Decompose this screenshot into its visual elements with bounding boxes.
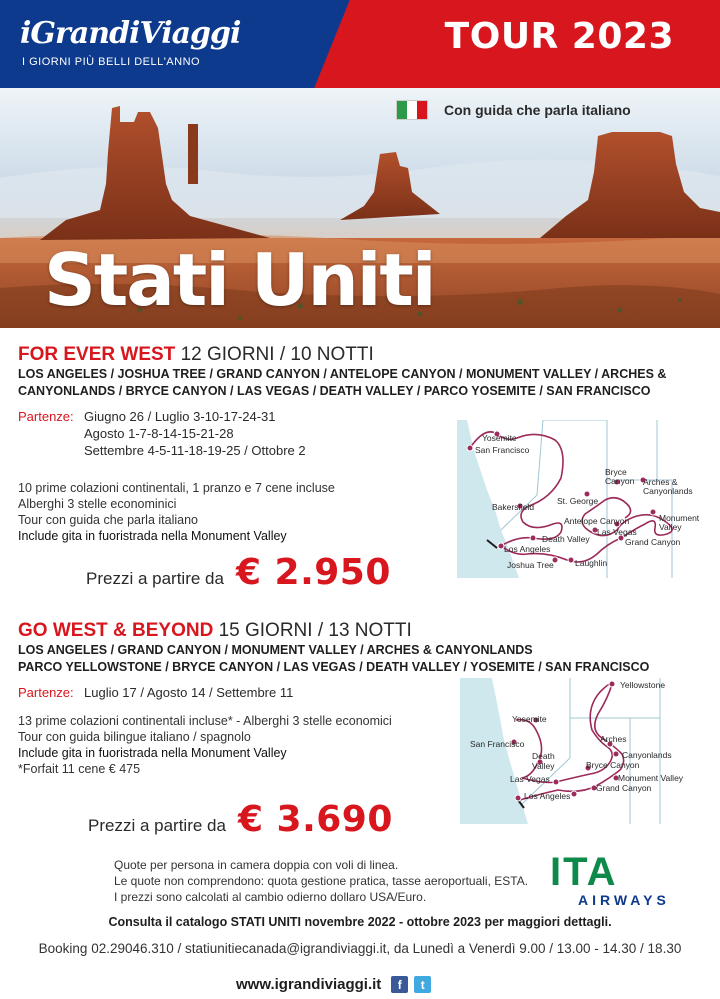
tour-heading bbox=[18, 620, 718, 642]
price-label: Prezzi a partire da bbox=[88, 816, 226, 835]
route-map-tour-1 bbox=[457, 420, 720, 578]
departures-list bbox=[84, 408, 306, 459]
website-link[interactable]: www.igrandiviaggi.it bbox=[236, 976, 382, 993]
destination-title: Stati Uniti bbox=[44, 238, 435, 322]
departure-line: Agosto 1-7-8-14-15-21-28 bbox=[84, 426, 234, 441]
map-label-grand-canyon: Grand Canyon bbox=[596, 783, 652, 793]
departures-label: Partenze: bbox=[18, 409, 74, 424]
tour-route-line-1: LOS ANGELES / GRAND CANYON / MONUMENT VALLEY / ARCHES & CANYONLANDS bbox=[18, 643, 533, 657]
feature-line: Tour con guida che parla italiano bbox=[18, 513, 198, 527]
italian-flag-icon bbox=[396, 100, 428, 120]
feature-line: Include gita in fuoristrada nella Monument Valley bbox=[18, 746, 287, 760]
facebook-icon[interactable]: f bbox=[391, 976, 408, 993]
website-row bbox=[236, 976, 431, 993]
tour-route-line-1: LOS ANGELES / JOSHUA TREE / GRAND CANYON / ANTELOPE CANYON / MONUMENT VALLEY / ARCHES & bbox=[18, 367, 667, 381]
map-label-bakersfield: Bakersfield bbox=[492, 502, 535, 512]
map-label-san-francisco: San Francisco bbox=[475, 445, 530, 455]
tour-name: FOR EVER WEST bbox=[18, 344, 176, 365]
map-label-death-valley: Death Valley bbox=[542, 534, 590, 544]
map-label-laughlin: Laughlin bbox=[575, 558, 608, 568]
map-label-san-francisco: San Francisco bbox=[470, 739, 525, 749]
map-label-grand-canyon: Grand Canyon bbox=[625, 537, 681, 547]
map-label-monument-valley: Monument Valley bbox=[618, 773, 684, 783]
italian-guide-badge bbox=[396, 99, 631, 121]
map-label-st-george: St. George bbox=[557, 496, 599, 506]
ita-logo-mark: ITA bbox=[550, 850, 618, 894]
flag-red bbox=[417, 101, 427, 119]
price-value: € 3.690 bbox=[237, 799, 393, 840]
map-label-arches: Arches & Canyonlands bbox=[643, 477, 693, 496]
tour-route-line-2: PARCO YELLOWSTONE / BRYCE CANYON / LAS VEGAS / DEATH VALLEY / YOSEMITE / SAN FRANCISCO bbox=[18, 660, 650, 674]
map-label-las-vegas: Las Vegas bbox=[597, 527, 637, 537]
feature-line: 10 prime colazioni continentali, 1 pranzo e 7 cene incluse bbox=[18, 481, 335, 495]
map-label-los-angeles: Los Angeles bbox=[504, 544, 551, 554]
ita-logo-text: AIRWAYS bbox=[578, 892, 670, 908]
route-map-svg bbox=[460, 678, 720, 824]
map-label-los-angeles: Los Angeles bbox=[524, 791, 571, 801]
route-map-tour-2 bbox=[460, 678, 720, 824]
feature-line: Tour con guida bilingue italiano / spagnolo bbox=[18, 730, 251, 744]
flag-green bbox=[397, 101, 407, 119]
map-label-bryce-canyon: Bryce Canyon bbox=[605, 467, 635, 486]
booking-contact[interactable]: Booking 02.29046.310 / statiunitiecanada@igrandiviaggi.it, da Lunedì a Venerdì 9.00 / 13.00 - 14.30 / 18.30 bbox=[38, 941, 682, 956]
tour-heading bbox=[18, 344, 718, 366]
price-label: Prezzi a partire da bbox=[86, 569, 224, 588]
flag-white bbox=[407, 101, 417, 119]
map-label-yosemite: Yosemite bbox=[512, 714, 547, 724]
map-label-canyonlands: Canyonlands bbox=[622, 750, 672, 760]
map-label-joshua-tree: Joshua Tree bbox=[507, 560, 554, 570]
header-banner bbox=[0, 0, 720, 88]
brand-tagline: I GIORNI PIÙ BELLI DELL'ANNO bbox=[22, 56, 201, 68]
price-value: € 2.950 bbox=[235, 552, 391, 593]
price-notes bbox=[114, 857, 544, 905]
departures-label: Partenze: bbox=[18, 685, 74, 700]
tour-name: GO WEST & BEYOND bbox=[18, 620, 214, 641]
feature-line: *Forfait 11 cene € 475 bbox=[18, 762, 141, 776]
note-line: I prezzi sono calcolati al cambio odierno dollaro USA/Euro. bbox=[114, 890, 427, 904]
map-label-antelope: Antelope Canyon bbox=[564, 516, 630, 526]
map-label-yellowstone: Yellowstone bbox=[620, 680, 666, 690]
map-label-yosemite: Yosemite bbox=[482, 433, 517, 443]
guide-text: Con guida che parla italiano bbox=[444, 102, 631, 118]
catalog-note: Consulta il catalogo STATI UNITI novembre 2022 - ottobre 2023 per maggiori dettagli. bbox=[108, 915, 612, 929]
map-label-monument-valley: Monument Valley bbox=[659, 513, 700, 532]
page-title: TOUR 2023 bbox=[444, 16, 674, 57]
tour-duration: 12 GIORNI / 10 NOTTI bbox=[180, 344, 374, 365]
map-label-death-valley: Death Valley bbox=[532, 751, 555, 771]
departure-line: Settembre 4-5-11-18-19-25 / Ottobre 2 bbox=[84, 443, 306, 458]
departure-line: Luglio 17 / Agosto 14 / Settembre 11 bbox=[84, 685, 294, 700]
brand-logo[interactable]: iGrandiViaggi bbox=[20, 16, 241, 51]
tour-duration: 15 GIORNI / 13 NOTTI bbox=[218, 620, 412, 641]
ita-airways-logo bbox=[550, 852, 680, 908]
note-line: Quote per persona in camera doppia con voli di linea. bbox=[114, 858, 399, 872]
feature-line: Include gita in fuoristrada nella Monument Valley bbox=[18, 529, 287, 543]
note-line: Le quote non comprendono: quota gestione pratica, tasse aeroportuali, ESTA. bbox=[114, 874, 529, 888]
feature-line: 13 prime colazioni continentali incluse* - Alberghi 3 stelle economici bbox=[18, 714, 392, 728]
feature-line: Alberghi 3 stelle econominici bbox=[18, 497, 177, 511]
twitter-icon[interactable]: t bbox=[414, 976, 431, 993]
departures-list bbox=[84, 684, 293, 701]
departure-line: Giugno 26 / Luglio 3-10-17-24-31 bbox=[84, 409, 276, 424]
map-label-arches: Arches bbox=[600, 734, 627, 744]
map-label-las-vegas: Las Vegas bbox=[510, 774, 550, 784]
tour-route-line-2: CANYONLANDS / BRYCE CANYON / LAS VEGAS / DEATH VALLEY / PARCO YOSEMITE / SAN FRANCISCO bbox=[18, 384, 651, 398]
map-label-bryce-canyon: Bryce Canyon bbox=[586, 760, 640, 770]
